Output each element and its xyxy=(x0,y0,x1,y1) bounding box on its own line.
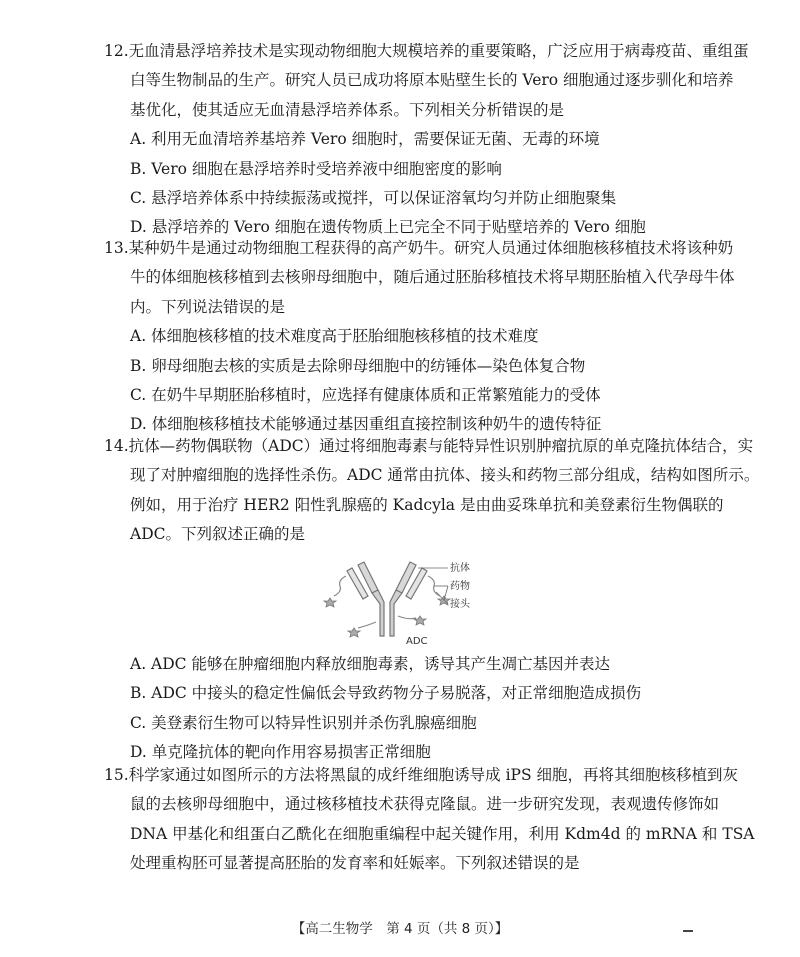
question-13-stem-line-2: 牛的体细胞核移植到去核卵母细胞中，随后通过胚胎移植技术将早期胚胎植入代孕母牛体 xyxy=(130,268,735,287)
question-15 xyxy=(104,761,755,879)
question-12 xyxy=(104,37,749,243)
question-12-stem-line-3: 基优化，使其适应无血清悬浮培养体系。下列相关分析错误的是 xyxy=(130,100,565,119)
linker-left xyxy=(334,576,346,596)
question-15-stem-line-4: 处理重构胚可显著提高胚胎的发育率和妊娠率。下列叙述错误的是 xyxy=(130,854,580,873)
question-12-option-c: C. 悬浮培养体系中持续振荡或搅拌，可以保证溶氧均匀并防止细胞聚集 xyxy=(130,188,617,207)
question-14-option-a: A. ADC 能够在肿瘤细胞内释放细胞毒素，诱导其产生凋亡基因并表达 xyxy=(130,655,610,673)
label-antibody: 抗体 xyxy=(450,563,470,574)
question-13-option-a: A. 体细胞核移植的技术难度高于胚胎细胞核移植的技术难度 xyxy=(130,327,539,346)
question-13-option-b: B. 卵母细胞去核的实质是去除卵母细胞中的纺锤体—染色体复合物 xyxy=(130,356,586,375)
question-14-stem-line-2: 现了对肿瘤细胞的选择性杀伤。ADC 通常由抗体、接头和药物三部分组成，结构如图所示。 xyxy=(130,466,760,485)
label-drug: 药物 xyxy=(450,581,470,592)
question-13-stem-line-1: 13.某种奶牛是通过动物细胞工程获得的高产奶牛。研究人员通过体细胞核移植技术将该种奶 xyxy=(104,239,734,257)
question-12-stem-line-2: 白等生物制品的生产。研究人员已成功将原本贴壁生长的 Vero 细胞通过逐步驯化和培养 xyxy=(130,71,734,90)
question-14-option-b: B. ADC 中接头的稳定性偏低会导致药物分子易脱落，对正常细胞造成损伤 xyxy=(130,684,642,703)
question-14-stem-line-1: 14.抗体—药物偶联物（ADC）通过将细胞毒素与能特异性识别肿瘤抗原的单克隆抗体结合，实 xyxy=(104,437,754,455)
question-13-option-c: C. 在奶牛早期胚胎移植时，应选择有健康体质和正常繁殖能力的受体 xyxy=(130,385,601,404)
question-14 xyxy=(104,432,760,550)
drug-molecule-1 xyxy=(324,598,336,607)
adc-structure-figure xyxy=(318,556,518,648)
question-15-stem-line-2: 鼠的去核卵母细胞中，通过核移植技术获得克隆鼠。进一步研究发现，表观遗传修饰如 xyxy=(130,795,720,814)
page-footer: 【高二生物学 第 4 页（共 8 页）】 xyxy=(291,921,509,937)
drug-molecule-4 xyxy=(414,616,426,625)
question-12-option-b: B. Vero 细胞在悬浮培养时受培养液中细胞密度的影响 xyxy=(130,159,502,178)
question-13 xyxy=(104,234,735,440)
linker-bottom-right xyxy=(398,616,416,619)
figure-caption: ADC xyxy=(406,636,428,647)
adc-diagram xyxy=(318,556,518,648)
question-15-stem-line-3: DNA 甲基化和组蛋白乙酰化在细胞重编程中起关键作用，利用 Kdm4d 的 mRNA 和 TSA xyxy=(130,824,755,843)
question-14-stem-line-3: 例如，用于治疗 HER2 阳性乳腺癌的 Kadcyla 是由曲妥珠单抗和美登素衍生物偶联的 xyxy=(130,495,724,514)
label-linker: 接头 xyxy=(450,599,470,610)
drug-molecule-3 xyxy=(348,628,360,637)
linker-bottom-left xyxy=(358,622,376,628)
question-12-option-d: D. 悬浮培养的 Vero 细胞在遗传物质上已完全不同于贴壁培养的 Vero 细胞 xyxy=(130,218,646,237)
question-12-option-a: A. 利用无血清培养基培养 Vero 细胞时，需要保证无菌、无毒的环境 xyxy=(130,130,600,149)
question-14-option-d: D. 单克隆抗体的靶向作用容易损害正常细胞 xyxy=(130,743,431,762)
footer-mark xyxy=(683,930,693,932)
antibody-stem xyxy=(372,590,384,636)
question-14-options xyxy=(104,650,704,768)
question-12-stem-line-1: 12.无血清悬浮培养技术是实现动物细胞大规模培养的重要策略，广泛应用于病毒疫苗、重组蛋 xyxy=(104,42,749,60)
question-13-option-d: D. 体细胞核移植技术能够通过基因重组直接控制该种奶牛的遗传特征 xyxy=(130,415,602,434)
question-14-option-c: C. 美登素衍生物可以特异性识别并杀伤乳腺癌细胞 xyxy=(130,713,477,732)
question-14-stem-line-4: ADC。下列叙述正确的是 xyxy=(130,525,305,544)
question-13-stem-line-3: 内。下列说法错误的是 xyxy=(130,297,286,316)
question-15-stem-line-1: 15.科学家通过如图所示的方法将黑鼠的成纤维细胞诱导成 iPS 细胞，再将其细胞核移植到灰 xyxy=(104,766,739,784)
